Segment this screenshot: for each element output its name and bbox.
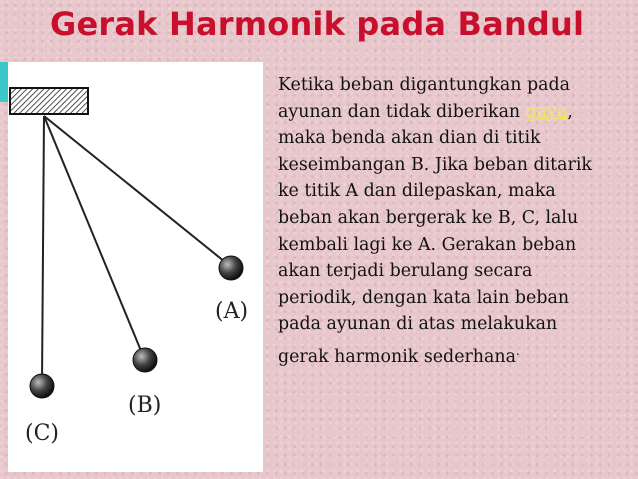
label-b: (B) <box>128 393 162 418</box>
bob-b <box>133 348 157 372</box>
slide-title: Gerak Harmonik pada Bandul <box>50 5 585 43</box>
pendulum-diagram <box>8 62 263 472</box>
bob-c <box>30 374 54 398</box>
slide-body-text <box>278 72 598 370</box>
string-c <box>42 116 44 384</box>
body-text-before-link: Ketika beban digantungkan pada ayunan dan tidak diberikan <box>278 75 571 122</box>
string-a <box>44 116 230 266</box>
label-a: (A) <box>215 299 249 324</box>
support-block <box>10 88 88 114</box>
pendulum-figure <box>8 62 263 472</box>
label-c: (C) <box>25 421 59 446</box>
string-b <box>44 116 144 358</box>
body-text-end: . <box>515 343 520 358</box>
body-text-after-link: , maka benda akan dian di titik keseimbangan B. Jika beban ditarik ke titik A dan dilepaskan, maka beban akan bergerak ke B, C, lalu kembali lagi ke A. Gerakan beban akan terjadi berulang secara periodik, dengan kata lain beban pada ayunan di atas melakukan gerak harmonik sederhana <box>278 101 592 367</box>
gaya-link[interactable]: gaya <box>525 101 568 122</box>
bob-a <box>219 256 243 280</box>
